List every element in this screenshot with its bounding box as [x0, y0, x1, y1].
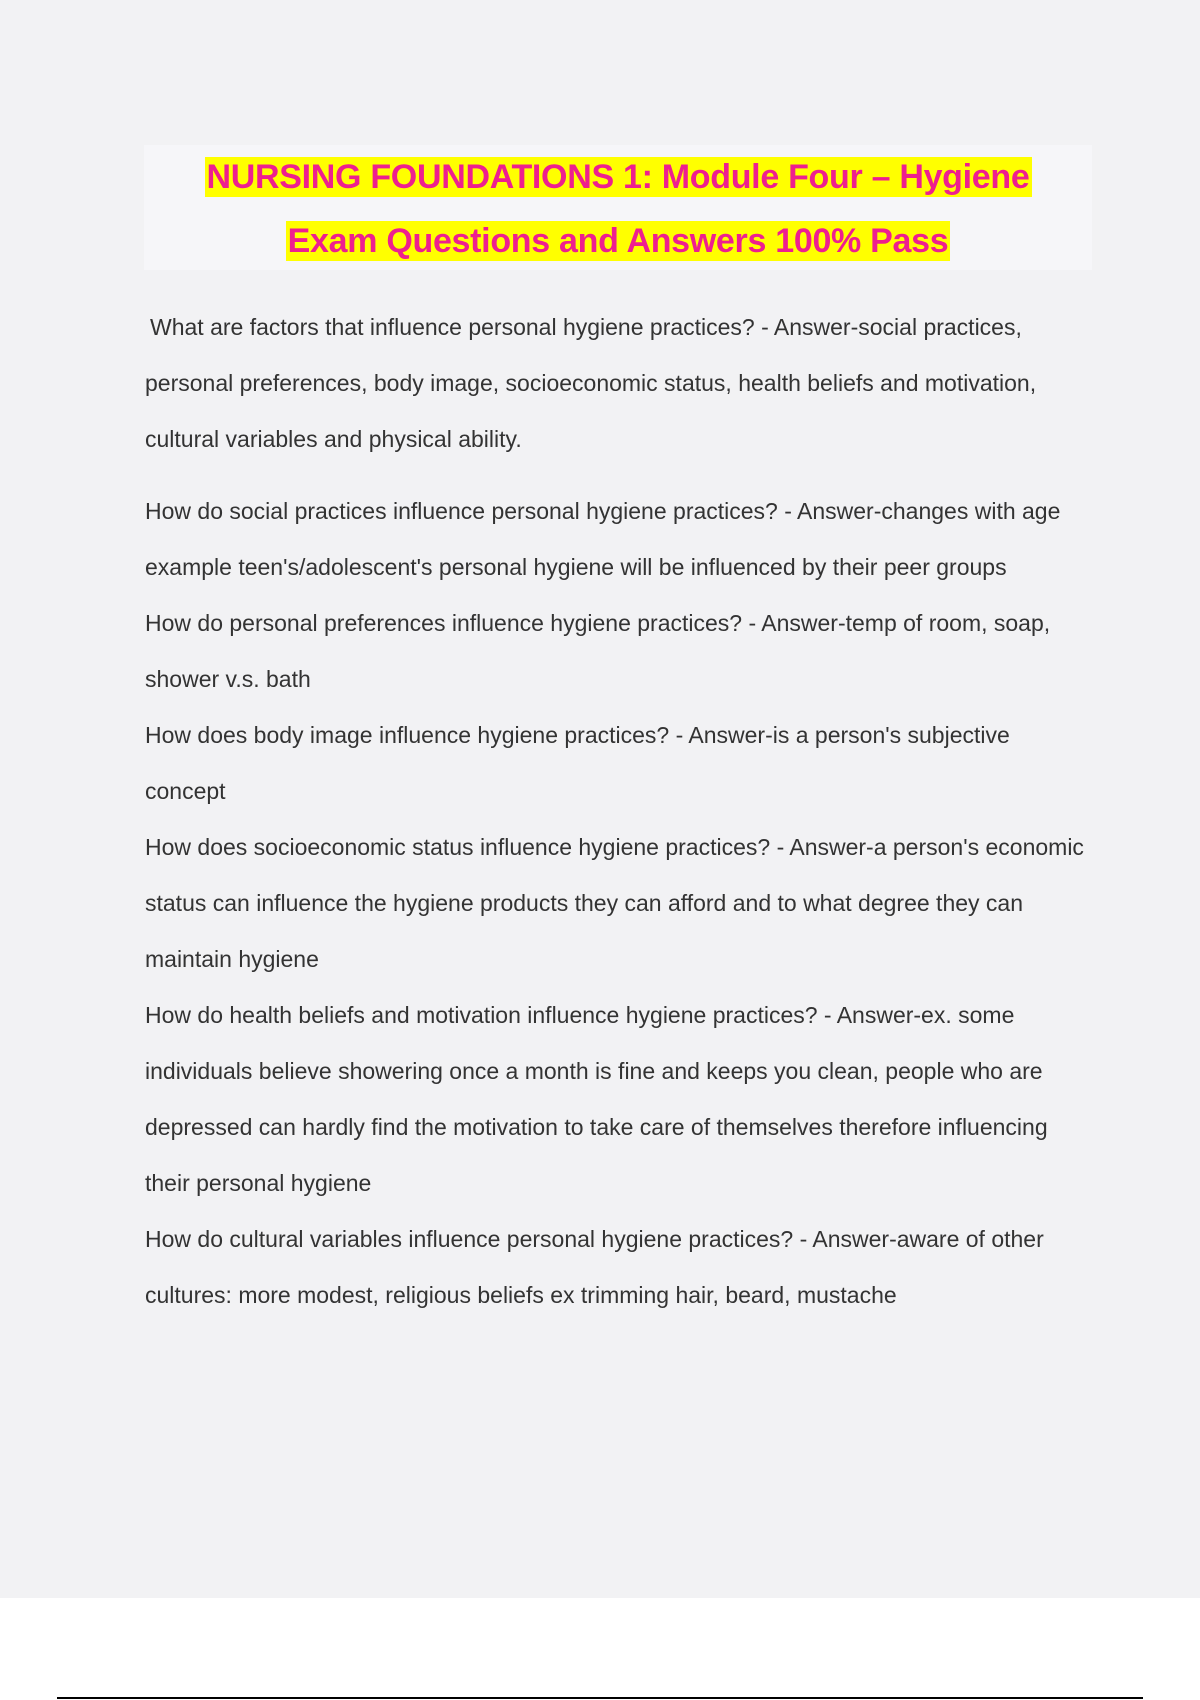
- qa-item: How do personal preferences influence hygiene practices? - Answer-temp of room, soap, shower v.s. bath: [145, 610, 1051, 692]
- qa-item: What are factors that influence personal hygiene practices? - Answer-social practices, personal preferences, body image, socioeconomic status, health beliefs and motivation, cultural variables and physical ability.: [145, 314, 1037, 452]
- qa-item: How does socioeconomic status influence hygiene practices? - Answer-a person's economic status can influence the hygiene products they can afford and to what degree they can maintain hygiene: [145, 834, 1084, 972]
- title-block: [144, 145, 1092, 270]
- qa-item: How do health beliefs and motivation influence hygiene practices? - Answer-ex. some individuals believe showering once a month is fine and keeps you clean, people who are depressed can hardly find the motivation to take care of themselves therefore influencing their personal hygiene: [145, 1002, 1048, 1196]
- qa-item: How does body image influence hygiene practices? - Answer-is a person's subjective concept: [145, 722, 1010, 804]
- document-title-line-2: Exam Questions and Answers 100% Pass: [287, 222, 949, 260]
- qa-item: How do cultural variables influence personal hygiene practices? - Answer-aware of other cultures: more modest, religious beliefs ex trimming hair, beard, mustache: [145, 1226, 1044, 1308]
- qa-list: [145, 299, 1095, 1323]
- qa-item: How do social practices influence personal hygiene practices? - Answer-changes with age example teen's/adolescent's personal hygiene will be influenced by their peer groups: [145, 498, 1061, 580]
- document-title-line-1: NURSING FOUNDATIONS 1: Module Four – Hygiene: [206, 158, 1030, 196]
- footer-divider: [57, 1697, 1143, 1699]
